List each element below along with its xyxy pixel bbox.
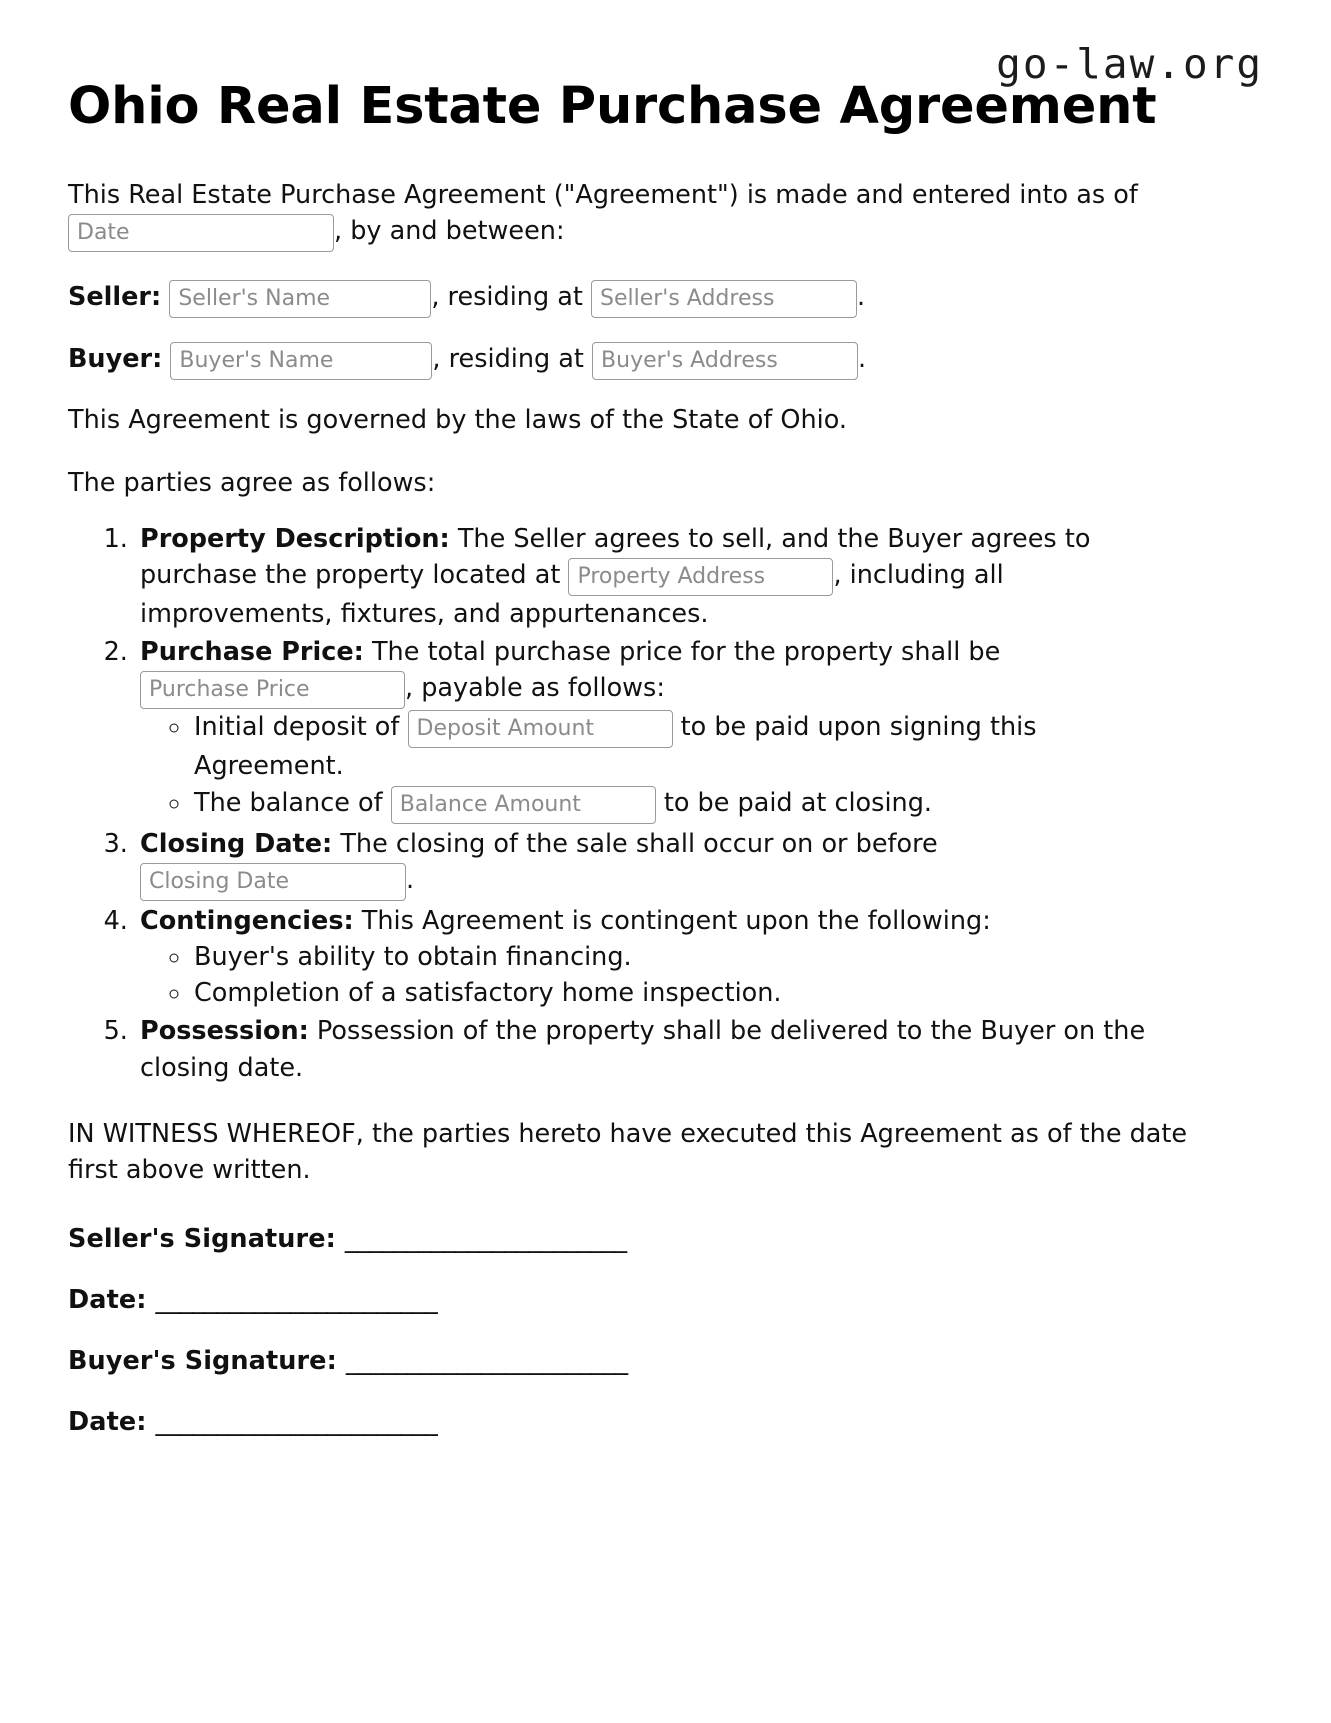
term-closing-text-before: The closing of the sale shall occur on or before xyxy=(332,828,938,859)
governing-law-paragraph: This Agreement is governed by the laws of the State of Ohio. xyxy=(68,405,847,436)
signature-block xyxy=(68,1224,1188,1437)
term-closing-text-after: . xyxy=(406,864,415,895)
closing-date-input[interactable] xyxy=(140,863,406,901)
term-contingencies-text: This Agreement is contingent upon the following: xyxy=(353,905,991,936)
buyer-signature-line xyxy=(68,1346,1188,1376)
term-property-label: Property Description: xyxy=(140,523,450,554)
buyer-address-input[interactable] xyxy=(592,342,858,380)
term-purchase-price xyxy=(136,634,1188,823)
payment-deposit-item xyxy=(192,709,1188,784)
witness-paragraph: IN WITNESS WHEREOF, the parties hereto have executed this Agreement as of the date first above written. xyxy=(68,1118,1188,1185)
balance-text-after: to be paid at closing. xyxy=(663,787,932,818)
contingency-item: ◦ Completion of a satisfactory home inspection. xyxy=(192,975,1188,1011)
intro-text-after-date: , by and between: xyxy=(334,216,565,247)
term-property-text-after: , including all improvements, fixtures, and appurtenances. xyxy=(140,559,1004,629)
seller-name-input[interactable] xyxy=(169,280,431,318)
term-contingencies-label: Contingencies: xyxy=(140,905,354,936)
term-price-label: Purchase Price: xyxy=(140,637,364,668)
seller-residing-text: , residing at xyxy=(431,282,583,313)
intro-text-before-date: This Real Estate Purchase Agreement ("Agreement") is made and entered into as of xyxy=(68,180,1138,211)
seller-date-rule[interactable]: _______________________ xyxy=(155,1285,438,1316)
agreement-intro-paragraph: The parties agree as follows: xyxy=(68,467,436,498)
terms-list xyxy=(68,521,1188,1086)
deposit-text-after: to be paid upon signing this Agreement. xyxy=(194,712,1037,782)
buyer-date-line xyxy=(68,1407,1188,1437)
payment-balance-item xyxy=(192,785,1188,824)
buyer-date-label: Date: xyxy=(68,1407,147,1438)
buyer-name-input[interactable] xyxy=(170,342,432,380)
date-input[interactable] xyxy=(68,214,334,252)
seller-row xyxy=(68,278,1188,318)
seller-signature-rule[interactable]: _______________________ xyxy=(344,1224,627,1255)
balance-text-before: The balance of xyxy=(194,787,383,818)
purchase-price-input[interactable] xyxy=(140,671,405,709)
contingency-item: ◦ Buyer's ability to obtain financing. xyxy=(192,939,1188,975)
seller-signature-line xyxy=(68,1224,1188,1254)
term-closing-date xyxy=(136,826,1188,901)
term-possession xyxy=(136,1013,1188,1085)
seller-period: . xyxy=(856,282,866,313)
term-possession-label: Possession: xyxy=(140,1016,309,1047)
property-address-input[interactable] xyxy=(568,558,833,596)
buyer-period: . xyxy=(858,344,867,375)
term-contingencies xyxy=(136,903,1188,1012)
seller-address-input[interactable] xyxy=(591,280,857,318)
contingencies-list xyxy=(140,939,1188,1011)
document-content xyxy=(68,78,1188,1468)
balance-amount-input[interactable] xyxy=(391,786,656,824)
page-title: Ohio Real Estate Purchase Agreement xyxy=(68,77,1157,136)
buyer-date-rule[interactable]: _______________________ xyxy=(155,1407,438,1438)
term-property-description xyxy=(136,521,1188,632)
seller-label: Seller: xyxy=(68,282,162,313)
buyer-residing-text: , residing at xyxy=(432,344,584,375)
term-property-text-before: The Seller agrees to sell, and the Buyer agrees to purchase the property located at xyxy=(140,523,1091,590)
term-price-text-before: The total purchase price for the property shall be xyxy=(363,637,1001,668)
deposit-amount-input[interactable] xyxy=(408,710,673,748)
seller-date-line xyxy=(68,1285,1188,1315)
buyer-row xyxy=(68,340,1188,380)
payment-terms-list xyxy=(140,709,1188,823)
site-watermark: go-law.org xyxy=(996,40,1263,88)
buyer-signature-rule[interactable]: _______________________ xyxy=(345,1346,628,1377)
term-price-text-after: , payable as follows: xyxy=(405,673,665,704)
seller-date-label: Date: xyxy=(68,1285,147,1316)
intro-paragraph xyxy=(68,177,1188,252)
buyer-signature-label: Buyer's Signature: xyxy=(68,1346,337,1377)
buyer-label: Buyer: xyxy=(68,344,163,375)
deposit-text-before: Initial deposit of xyxy=(194,712,400,743)
term-closing-label: Closing Date: xyxy=(140,828,333,859)
seller-signature-label: Seller's Signature: xyxy=(68,1224,336,1255)
term-possession-text: Possession of the property shall be delivered to the Buyer on the closing date. xyxy=(140,1016,1146,1083)
